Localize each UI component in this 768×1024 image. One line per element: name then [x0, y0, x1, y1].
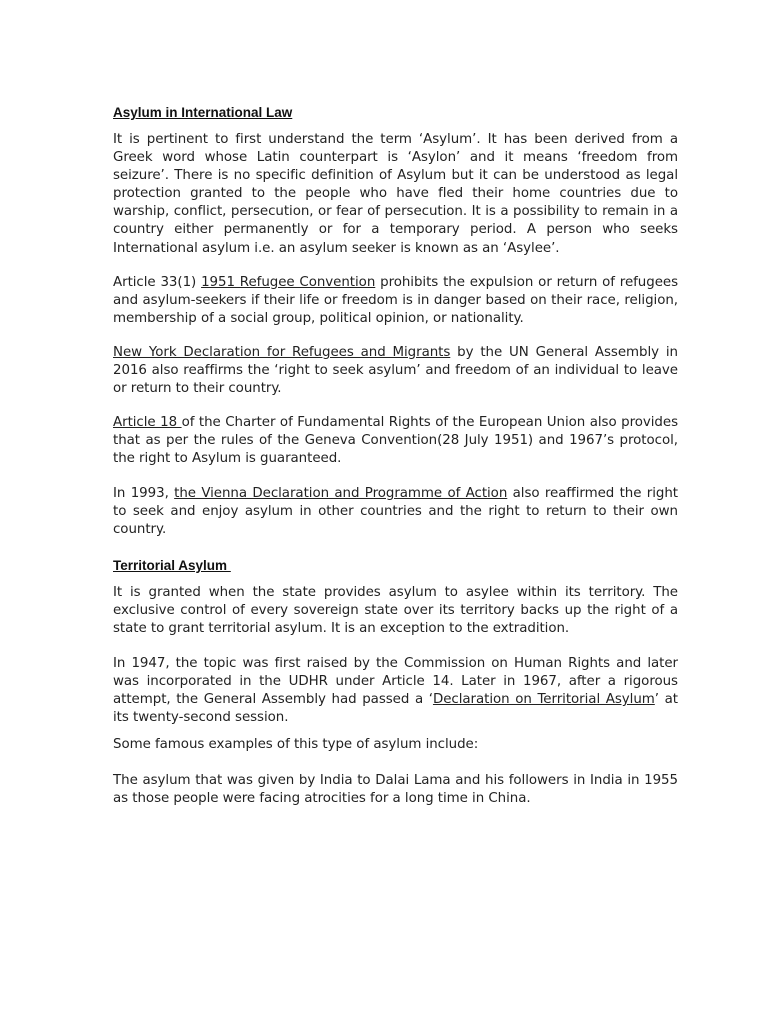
- section-heading-asylum-international-law: Asylum in International Law: [113, 105, 293, 120]
- paragraph-text: In 1947, the topic was first raised by the Commission on Human Rights and later was incorporated in the UDHR under Article 14. Later in 1967, after a rigorous attempt, the General Assembly had passed a ‘: [113, 656, 678, 708]
- refugee-convention-link[interactable]: 1951 Refugee Convention: [201, 274, 376, 290]
- document-page: [113, 104, 678, 808]
- paragraph-article-18: [113, 414, 678, 468]
- paragraph-text: prohibits the expulsion or return of refugees and asylum-seekers if their life or freedom is in danger based on their race, religion, membership of a social group, political opinion, or nationality.: [113, 274, 678, 326]
- paragraph-text: of the Charter of Fundamental Rights of the European Union also provides that as per the rules of the Geneva Convention(28 July 1951) and 1967’s protocol, the right to Asylum is guaranteed.: [113, 415, 678, 467]
- paragraph-dalai-lama-example: The asylum that was given by India to Dalai Lama and his followers in India in 1955 as those people were facing atrocities for a long time in China.: [113, 772, 678, 806]
- paragraph-examples-intro: Some famous examples of this type of asylum include:: [113, 737, 479, 753]
- paragraph-territorial-asylum-definition: It is granted when the state provides asylum to asylee within its territory. The exclusive control of every sovereign state over its territory backs up the right of a state to grant territorial asylum. It is an exception to the extradition.: [113, 584, 678, 636]
- paragraph-text: Article 33(1): [113, 274, 202, 290]
- paragraph-vienna-declaration: [113, 485, 678, 539]
- article-18-link[interactable]: Article 18: [113, 415, 182, 431]
- territorial-asylum-declaration-link[interactable]: Declaration on Territorial Asylum: [432, 692, 655, 708]
- paragraph-asylum-definition: It is pertinent to first understand the term ‘Asylum’. It has been derived from a Greek word whose Latin counterpart is ‘Asylon’ and it means ‘freedom from seizure’. There is no specific definition of Asylum but it can be understood as legal protection granted to the people who have fled their home countries due to warship, conflict, persecution, or fear of persecution. It is a possibility to remain in a country either permanently or for a temporary period. A person who seeks International asylum i.e. an asylum seeker is known as an ‘Asylee’.: [113, 132, 678, 256]
- vienna-declaration-link[interactable]: the Vienna Declaration and Programme of Action: [174, 485, 508, 501]
- paragraph-text: ’ at its twenty-second session.: [113, 692, 678, 726]
- paragraph-text: by the UN General Assembly in 2016 also reaffirms the ‘right to seek asylum’ and freedom of an individual to leave or return to their country.: [113, 344, 678, 397]
- paragraph-new-york-declaration: [113, 344, 678, 398]
- paragraph-text: also reaffirmed the right to seek and enjoy asylum in other countries and the right to return to their own country.: [113, 485, 678, 537]
- paragraph-article-33: [113, 274, 678, 328]
- paragraph-1947-history: [113, 655, 678, 727]
- section-heading-territorial-asylum: Territorial Asylum: [113, 557, 231, 573]
- new-york-declaration-link[interactable]: New York Declaration for Refugees and Migrants: [113, 344, 451, 360]
- paragraph-text: In 1993,: [113, 485, 175, 501]
